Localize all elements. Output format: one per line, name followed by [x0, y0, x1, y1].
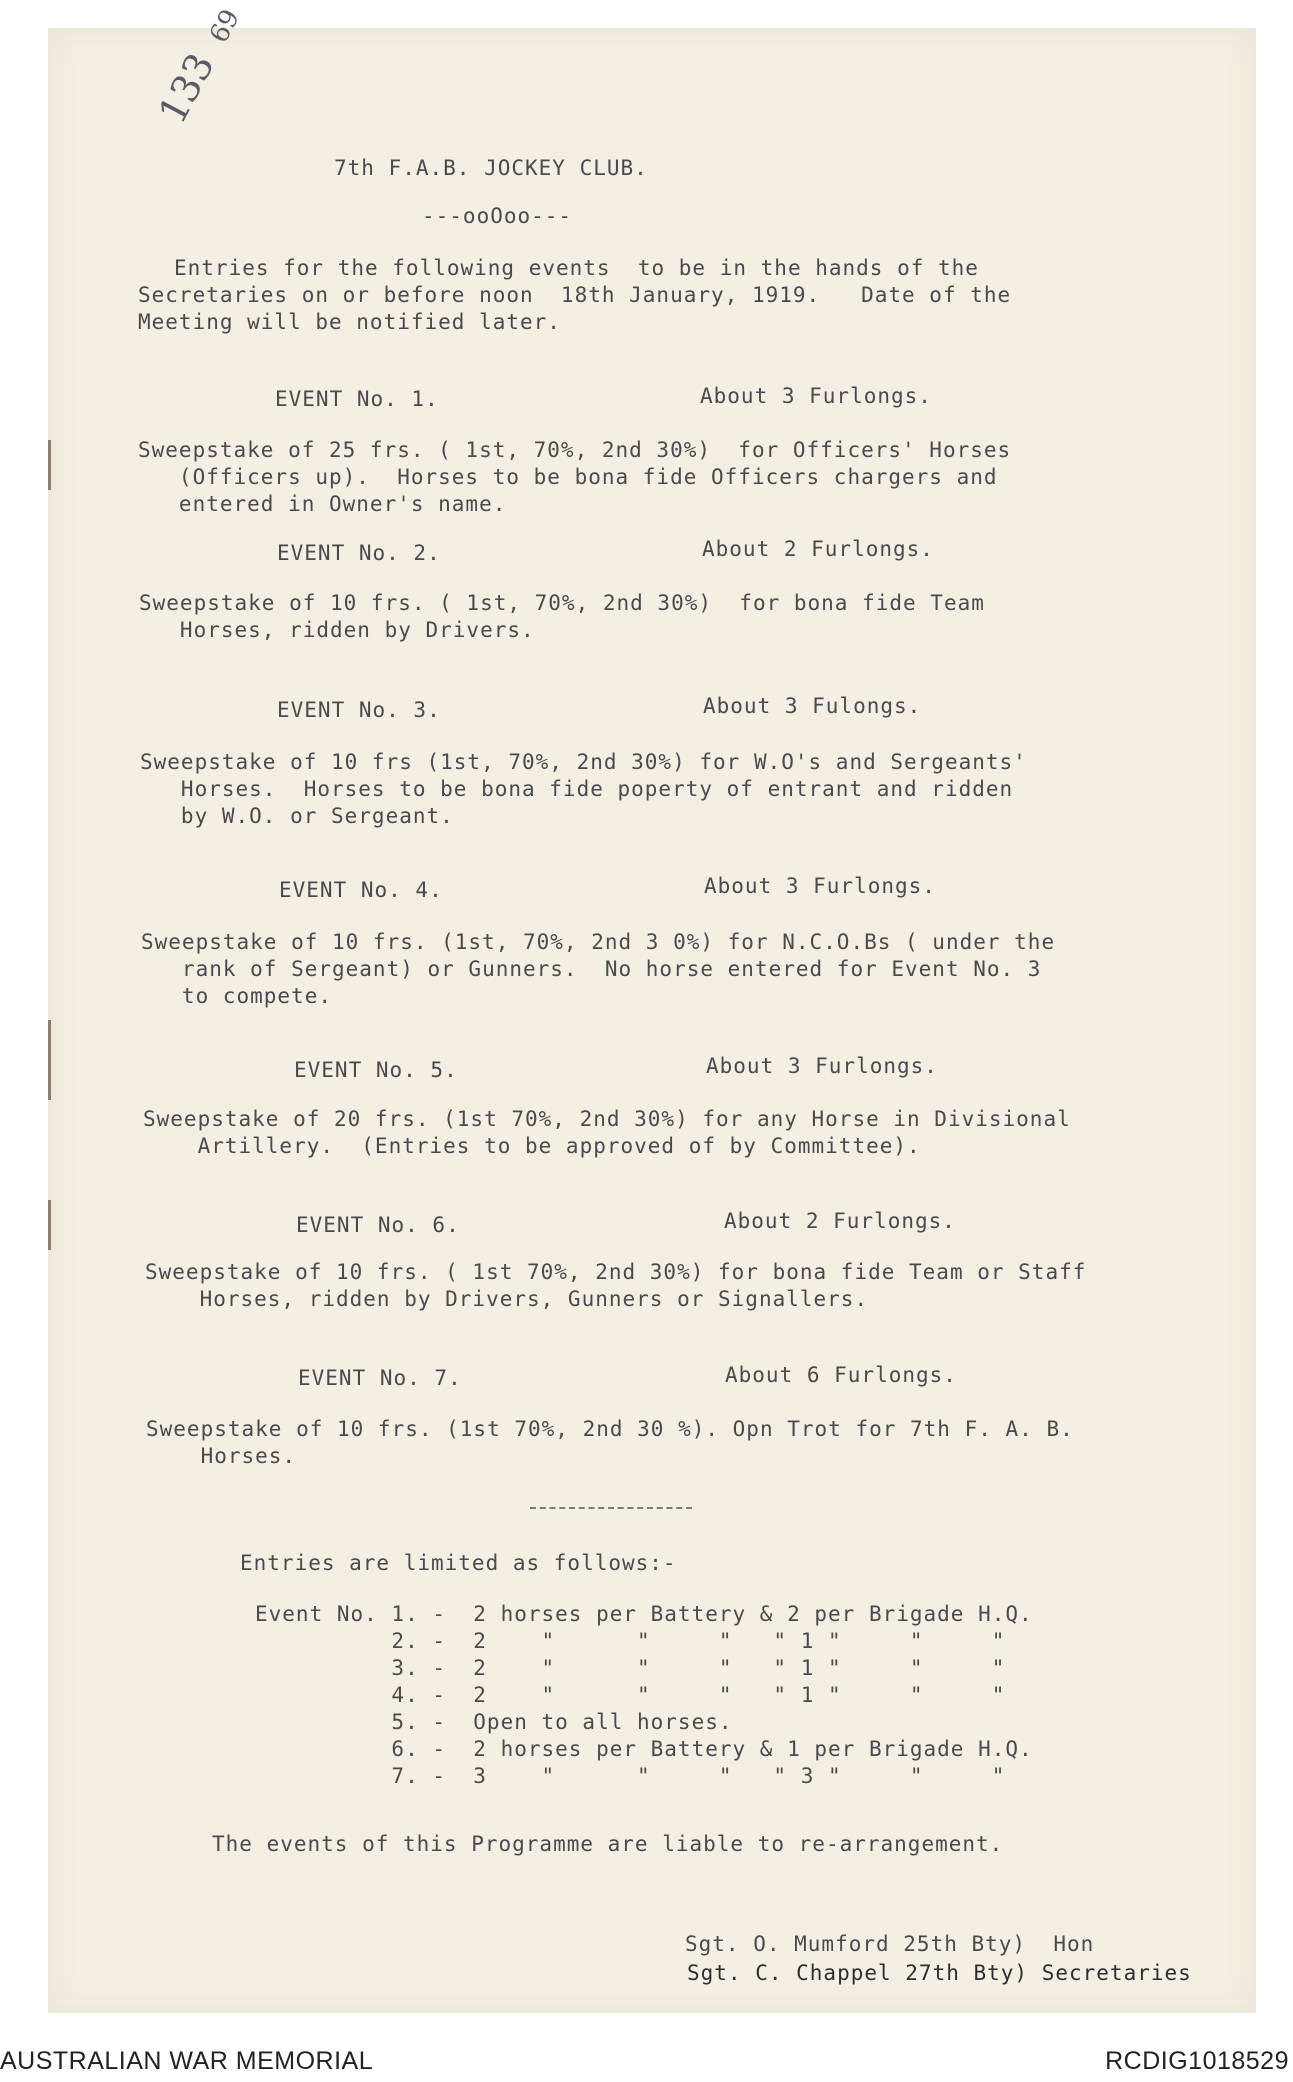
- footer-id: RCDIG1018529: [1105, 2047, 1289, 2075]
- event-description: Sweepstake of 10 frs. ( 1st 70%, 2nd 30%) for bona fide Team or Staff: [145, 1260, 1087, 1284]
- signature-line: Sgt. C. Chappel 27th Bty) Secretaries: [687, 1961, 1192, 1985]
- event-heading: EVENT No. 6.: [296, 1213, 460, 1237]
- event-distance: About 3 Furlongs.: [706, 1054, 938, 1078]
- event-distance: About 3 Furlongs.: [700, 384, 932, 408]
- limits-row: Event No. 1. - 2 horses per Battery & 2 per Brigade H.Q.: [255, 1602, 1033, 1626]
- limits-row: 7. - 3 " " " " 3 " " ": [255, 1764, 1006, 1788]
- event-heading: EVENT No. 1.: [275, 387, 439, 411]
- intro-line: Entries for the following events to be in the hands of the: [174, 256, 979, 280]
- event-description: Sweepstake of 25 frs. ( 1st, 70%, 2nd 30%) for Officers' Horses: [138, 438, 1012, 462]
- margin-mark: [48, 1200, 51, 1250]
- event-description: Sweepstake of 10 frs. (1st, 70%, 2nd 3 0%) for N.C.O.Bs ( under the: [141, 930, 1056, 954]
- event-heading: EVENT No. 3.: [277, 698, 441, 722]
- event-description: Horses.: [146, 1444, 297, 1468]
- intro-line: Secretaries on or before noon 18th January, 1919. Date of the: [138, 283, 1012, 307]
- event-heading: EVENT No. 7.: [298, 1366, 462, 1390]
- handwritten-folio-number: 133 69: [150, 4, 247, 131]
- limits-row: 3. - 2 " " " " 1 " " ": [255, 1656, 1006, 1680]
- event-distance: About 6 Furlongs.: [725, 1363, 957, 1387]
- event-distance: About 2 Furlongs.: [724, 1209, 956, 1233]
- event-description: rank of Sergeant) or Gunners. No horse entered for Event No. 3: [141, 957, 1042, 981]
- club-title: 7th F.A.B. JOCKEY CLUB.: [334, 156, 648, 180]
- event-description: Sweepstake of 10 frs (1st, 70%, 2nd 30%) for W.O's and Sergeants': [140, 750, 1027, 774]
- limits-row: 2. - 2 " " " " 1 " " ": [255, 1629, 1006, 1653]
- event-description: (Officers up). Horses to be bona fide Officers chargers and: [138, 465, 998, 489]
- limits-row: 5. - Open to all horses.: [255, 1710, 733, 1734]
- event-distance: About 2 Furlongs.: [702, 537, 934, 561]
- footer-source: AUSTRALIAN WAR MEMORIAL: [0, 2047, 374, 2075]
- event-description: Artillery. (Entries to be approved of by Committee).: [143, 1134, 921, 1158]
- event-description: entered in Owner's name.: [138, 492, 507, 516]
- intro-line: Meeting will be notified later.: [138, 310, 561, 334]
- event-description: Horses, ridden by Drivers, Gunners or Signallers.: [145, 1287, 869, 1311]
- event-heading: EVENT No. 4.: [279, 878, 443, 902]
- signature-line: Sgt. O. Mumford 25th Bty) Hon: [685, 1932, 1095, 1956]
- limits-row: 6. - 2 horses per Battery & 1 per Brigade H.Q.: [255, 1737, 1033, 1761]
- title-separator: ---ooOoo---: [422, 204, 573, 228]
- margin-mark: [48, 440, 51, 490]
- event-description: Horses. Horses to be bona fide poperty of entrant and ridden: [140, 777, 1014, 801]
- programme-note: The events of this Programme are liable to re-arrangement.: [212, 1832, 1004, 1856]
- margin-mark: [48, 1020, 51, 1100]
- event-description: Horses, ridden by Drivers.: [139, 618, 535, 642]
- limits-heading: Entries are limited as follows:-: [240, 1551, 677, 1575]
- event-description: by W.O. or Sergeant.: [140, 804, 454, 828]
- event-description: to compete.: [141, 984, 333, 1008]
- event-distance: About 3 Fulongs.: [703, 694, 922, 718]
- limits-row: 4. - 2 " " " " 1 " " ": [255, 1683, 1006, 1707]
- event-distance: About 3 Furlongs.: [704, 874, 936, 898]
- event-description: Sweepstake of 10 frs. ( 1st, 70%, 2nd 30%) for bona fide Team: [139, 591, 985, 615]
- event-heading: EVENT No. 2.: [277, 541, 441, 565]
- event-description: Sweepstake of 10 frs. (1st 70%, 2nd 30 %). Opn Trot for 7th F. A. B.: [146, 1417, 1074, 1441]
- section-divider: [530, 1507, 692, 1509]
- event-description: Sweepstake of 20 frs. (1st 70%, 2nd 30%) for any Horse in Divisional: [143, 1107, 1071, 1131]
- event-heading: EVENT No. 5.: [294, 1058, 458, 1082]
